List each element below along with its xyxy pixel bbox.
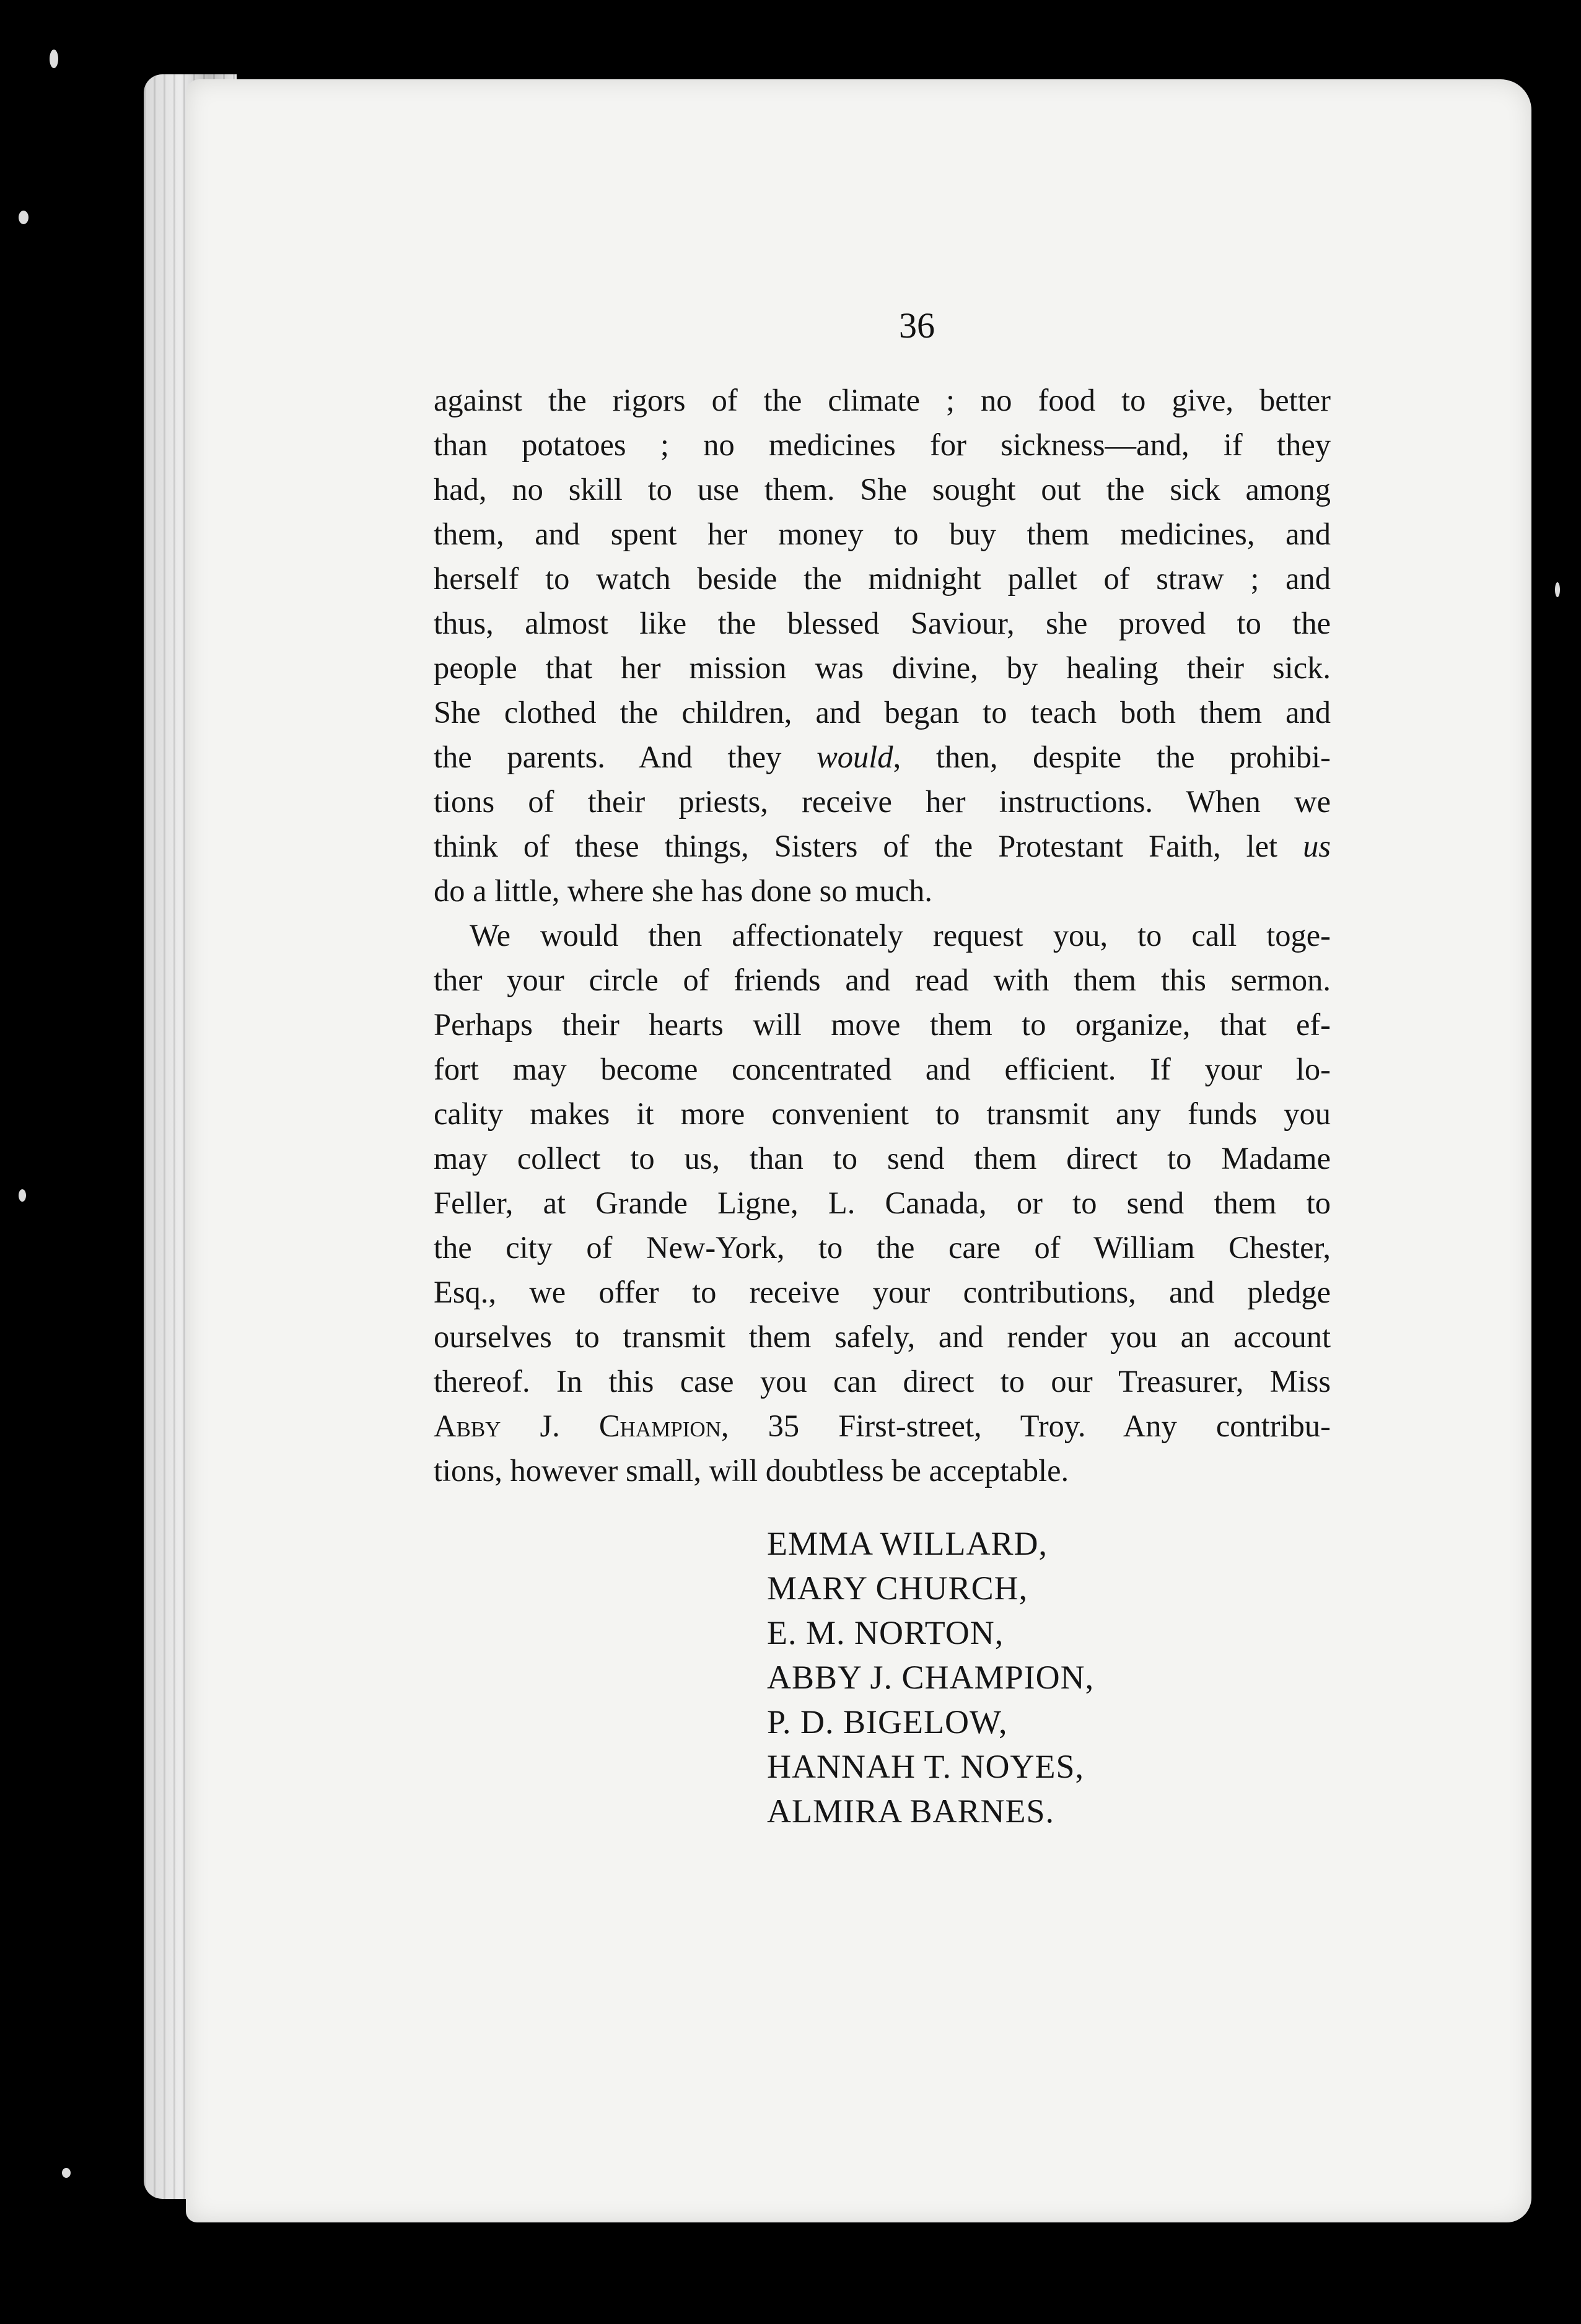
text-segment: think of these things, Sisters of the Protestant Faith, let <box>434 829 1303 863</box>
text-line <box>434 1404 1331 1448</box>
text-line: may collect to us, than to send them direct to Madame <box>434 1141 1331 1176</box>
signature-list <box>767 1521 1094 1833</box>
text-line: tions of their priests, receive her instructions. When we <box>434 784 1331 819</box>
text-line: against the rigors of the climate ; no food to give, better <box>434 383 1331 417</box>
speck <box>19 1189 26 1202</box>
text-line: the city of New-York, to the care of William Chester, <box>434 1230 1331 1265</box>
text-line: herself to watch beside the midnight pallet of straw ; and <box>434 561 1331 596</box>
text-segment: , then, despite the prohibi- <box>893 740 1331 774</box>
text-line: Esq., we offer to receive your contributions, and pledge <box>434 1275 1331 1309</box>
signatory-name: ALMIRA BARNES. <box>767 1793 1055 1830</box>
signatory-name: HANNAH T. NOYES, <box>767 1748 1084 1785</box>
text-line: thus, almost like the blessed Saviour, she proved to the <box>434 606 1331 640</box>
paragraph-1 <box>434 378 1331 913</box>
text-line: had, no skill to use them. She sought out the sick among <box>434 472 1331 507</box>
italic-word: us <box>1303 829 1331 863</box>
treasurer-name: Abby J. Champion <box>434 1409 721 1443</box>
text-line: them, and spent her money to buy them medicines, and <box>434 517 1331 551</box>
speck <box>62 2168 71 2178</box>
italic-word: would <box>817 740 893 774</box>
text-line: She clothed the children, and began to teach both them and <box>434 695 1331 730</box>
text-line: people that her mission was divine, by healing their sick. <box>434 650 1331 685</box>
text-segment: the parents. And they <box>434 740 817 774</box>
text-line: Feller, at Grande Ligne, L. Canada, or to send them to <box>434 1186 1331 1220</box>
text-line: ther your circle of friends and read with them this sermon. <box>434 963 1331 997</box>
text-line: ourselves to transmit them safely, and render you an account <box>434 1319 1331 1354</box>
text-line <box>434 735 1331 779</box>
text-line: We would then affectionately request you, to call toge- <box>470 918 1331 953</box>
text-line: fort may become concentrated and efficient. If your lo- <box>434 1052 1331 1086</box>
text-segment: , 35 First-street, Troy. Any contribu- <box>720 1409 1331 1443</box>
text-line: do a little, where she has done so much. <box>434 873 932 908</box>
speck <box>1555 582 1560 597</box>
signatory-name: ABBY J. CHAMPION, <box>767 1659 1095 1696</box>
text-line: than potatoes ; no medicines for sickness—and, if they <box>434 427 1331 462</box>
signatory-name: MARY CHURCH, <box>767 1570 1028 1607</box>
paragraph-2 <box>434 913 1331 1493</box>
text-line: thereof. In this case you can direct to our Treasurer, Miss <box>434 1364 1331 1399</box>
speck <box>19 211 28 224</box>
text-line: Perhaps their hearts will move them to organize, that ef- <box>434 1007 1331 1042</box>
body-text <box>434 378 1331 1493</box>
speck <box>50 50 58 68</box>
signatory-name: P. D. BIGELOW, <box>767 1703 1008 1741</box>
text-line <box>434 824 1331 868</box>
text-line: cality makes it more convenient to transmit any funds you <box>434 1096 1331 1131</box>
signatory-name: E. M. NORTON, <box>767 1614 1004 1651</box>
page-number: 36 <box>899 305 935 346</box>
text-line: tions, however small, will doubtless be acceptable. <box>434 1453 1069 1488</box>
signatory-name: EMMA WILLARD, <box>767 1525 1048 1562</box>
